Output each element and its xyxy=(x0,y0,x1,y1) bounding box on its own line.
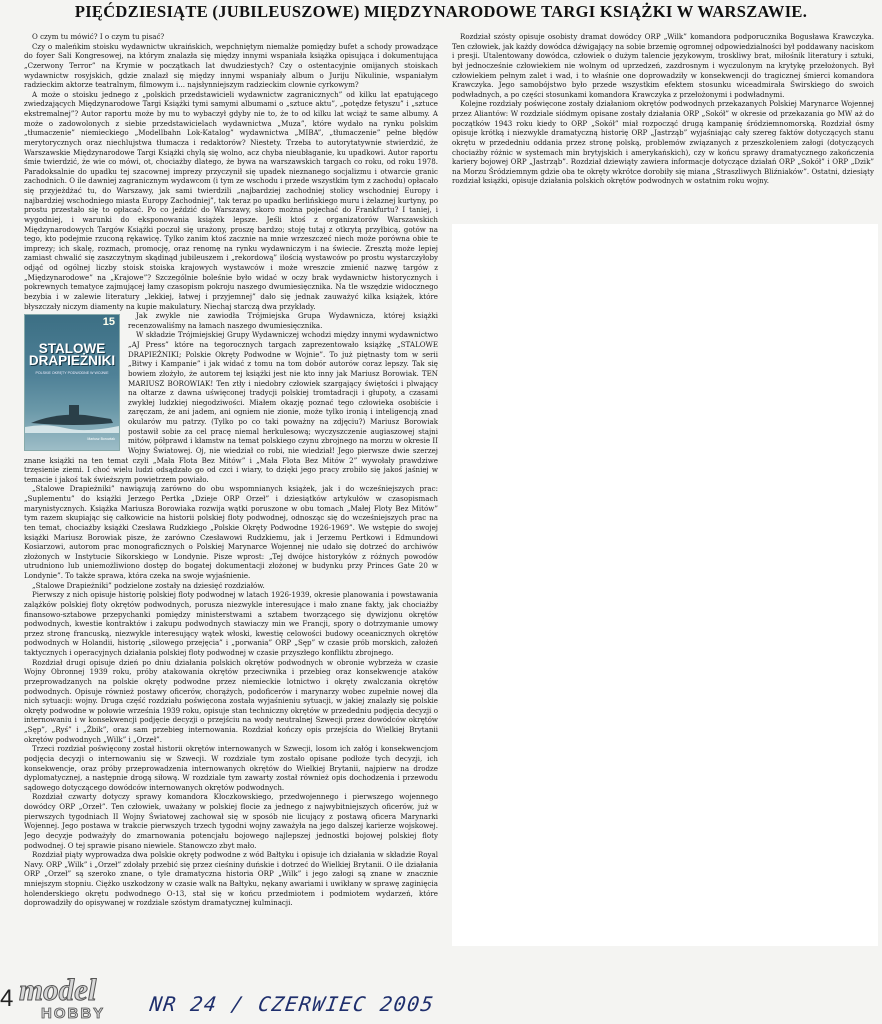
paragraph: Rozdział szósty opisuje osobisty dramat dowódcy ORP „Wilk” komandora podporucznika Bogusława Krawczyka. Ten człowiek, jak każdy dowódca dźwigający na sobie brzemię ogromnej odpowiedzialności był poddawany naciskom i presji. Utalentowany dowódca, człowiek o dużym talencie językowym, troskliwy brat, miłośnik literatury i sztuki, był jednocześnie człowiekiem nie wolnym od uprzedzeń, zazdrosnym i wyczulonym na krytykę przełożonych. Był człowiekiem pełnym zalet i wad, i to właśnie one doprowadziły w konsekwencji do tragicznej śmierci komandora Krawczyka. Jego samobójstwo było przede wszystkim efektem stosunku wiceadmirała Świrskiego do swoich podwładnych, a po części stosunkami komandora Krawczyka z przełożonymi i podwładnymi. xyxy=(452,32,874,99)
model-hobby-logo xyxy=(15,972,137,1022)
paragraph: O czym tu mówić? I o czym tu pisać? xyxy=(32,32,165,41)
paragraph: „Stalowe Drapieżniki” podzielone zostały na dziesięć rozdziałów. xyxy=(32,580,265,590)
paragraph: Rozdział drugi opisuje dzień po dniu działania polskich okrętów podwodnych w obronie wybrzeża w czasie Wojny Obronnej 1939 roku, próby atakowania okrętów przeciwnika i przebieg oraz konsekwencje ataków przeprowadzanych na polskie okręty podwodne przez niemieckie lotnictwo i okręty zwalczania okrętów podwodnych. Opisuje również postawy oficerów, chorążych, podoficerów i marynarzy wobec zupełnie nowej dla nich sytuacji: wojny. Druga część rozdziału poświęcona została wyjaśnieniu sytuacji, w jakiej znalazły się polskie okręty podwodne w połowie września 1939 roku, opisuje stan techniczny okrętów w przededniu podjęcia decyzji o internowaniu i w konsekwencji podjęcie decyzji o przejściu na wody neutralnej Szwecji przez dowódców okrętów „Sęp”, „Ryś” i „Żbik”, oraz sam przebieg internowania. Rozdział kończy opis przejścia do Wielkiej Brytanii okrętów podwodnych „Wilk” i „Orzeł”. xyxy=(24,657,438,744)
paragraph: A może o stoisku jednego z „polskich przedstawicieli wydawnictw zagranicznych” od kilku lat epatującego zwiedzających Międzynarodowe Targi Książki tymi samymi albumami o „sztuce aktu”, „potędze fetyszu” i „sztuce ekstremalnej”? Autor raportu może by mu to wybaczył gdyby nie to, że to od kilku lat wciąż te same albumy. A może o zadowolonych z siebie przedstawicielach wydawnictwa „Muza”, które wydało na rynku polskim „tłumaczenie” niemieckiego „Modellbahn Lok-Katalog” wydawnictwa „MIBA”, „tłumaczenie” pełne błędów merytorycznych oraz niechlujstwa tłumacza i redaktorów? Niestety. Trzeba to autorytatywnie stwierdzić, że Warszawskie Międzynarodowe Targi Książki chylą się wolno, acz chyba nieubłaganie, ku upadkowi. Autor raportu śmie twierdzić, że wie co mówi, ot, chociażby dlatego, że bywa na warszawskich targach co roku, od roku 1978. Paradoksalnie do upadku tej szacownej imprezy przyczynił się upadek nieznanego socjalizmu i otwarcie granic zachodnich. O ile dawniej zagranicznym wydawcom (i tym ze wschodu i przede wszystkim tym z zachodu) opłacało się przyjeżdżać tu, do Warszawy, jak sami twierdzili „najbardziej zachodniej stolicy wschodniej Europy i najbardziej wschodniego miasta Europy Zachodniej”, tak teraz po upadku berlińskiego muru i żelaznej kurtyny, po prostu przestało się to opłacać. Po co jeździć do Warszawy, skoro można pojechać do Frankfurtu? I taniej, i wygodniej, i warunki do eksponowania książek lepsze. Jeśli ktoś z organizatorów Warszawskich Międzynarodowych Targów Książki poczuł się urażony, proszę bardzo; stoję tutaj z otkrytą przyłbicą, gotów na tego, kto podejmie rzuconą rękawicę. Tylko zanim ktoś zacznie na mnie wrzeszczeć niech może porówna obie te imprezy; ich skalę, rozmach, promocję, oraz renomę na rynku wydawniczym i na świecie. Zresztą może lepiej zamiast chwalić się zaszczytnym skądinąd jubileuszem i „rekordową” ilością wystawców po prostu wystarczyłoby odjąć od ogólnej liczby stoisk stoiska krajowych wystawców i może wreszcie zmienić nazwę targów z „Międzynarodowe” na „Krajowe”? Szczególnie boleśnie było widać w oczy brak wydawnictw historycznych i pokrewnych tematyce zajmującej łamy czasopism pokroju naszego dwumiesięcznika. Na tle wszędzie widocznego bezybia i w zalewie literatury „lekkiej, łatwej i przyjemnej” dało się jednak zauważyć kilka książek, które błyszczały niczym diamenty na kupie makulatury. Niechaj starczą dwa przykłady. xyxy=(24,89,438,311)
page-number: 4 xyxy=(0,985,14,1012)
paragraph: Jak zwykle nie zawiodła Trójmiejska Grupa Wydawnicza, której książki recenzowaliśmy na łamach naszego dwumiesięcznika. xyxy=(128,311,438,330)
paragraph: Rozdział piąty wyprowadza dwa polskie okręty podwodne z wód Bałtyku i opisuje ich działania w składzie Royal Navy. ORP „Wilk” i „Orzeł” zdołały przebić się przez cieśniny duńskie i dotrzeć do Wielkiej Brytanii. O ile działania ORP „Orzeł” są szeroko znane, o tyle dramatyczna historia ORP „Wilk” i jego załogi są znane w znacznie mniejszym stopniu. Ciężko uszkodzony w czasie walk na Bałtyku, nękany awariami i uwikłany w sprawę zaginięcia holenderskiego okrętu podwodnego O-13, stał się w końcu przedmiotem i podmiotem wydarzeń, które doprowadziły do opisywanej w rozdziale szóstym dramatycznej kulminacji. xyxy=(24,850,438,908)
book-cover-image xyxy=(24,314,120,451)
paragraph: Rozdział czwarty dotyczy sprawy komandora Kłoczkowskiego, przedwojennego i pierwszego wojennego dowódcy ORP „Orzeł”. Ten człowiek, uważany w polskiej flocie za jednego z najwybitniejszych oficerów, już w pierwszych tygodniach II Wojny Światowej zachował się w sposób nie licujący z postawą oficera Marynarki Wojennej. Jego postawa w trakcie pierwszych trzech tygodni wojny zaważyła na jego dalszej karierze wojskowej. Jego decyzje podważyły do zmarnowania potencjału bojowego najlepszej jednostki bojowej polskiej floty podwodnej. O tej sprawie pisano niewiele. Stanowczo zbyt mało. xyxy=(24,792,438,850)
article-title: PIĘĆDZIESIĄTE (JUBILEUSZOWE) MIĘDZYNARODOWE TARGI KSIĄŻKI W WARSZAWIE. xyxy=(74,2,808,21)
paragraph: Czy o maleńkim stoisku wydawnictw ukraińskich, wepchniętym niemalże pomiędzy bufet a schody prowadzące do foyer Sali Kongresowej, na którym znalazła się między innymi wspaniała książka opisująca i dokumentująca „Czerwony Terror” na Krymie w początkach lat dwudziestych? Czy o ostentacyjnie omijanych stoiskach wydawnictw rosyjskich, gdzie znalazł się między innymi wspaniały album o Juriju Nikulinie, wspaniałym radzieckim aktorze teatralnym, filmowym i... najsłynniejszym radzieckim clownie cyrkowym? xyxy=(24,41,438,90)
paragraph: W składzie Trójmiejskiej Grupy Wydawniczej wchodzi między innymi wydawnictwo „AJ Press” które na tegorocznych targach zaprezentowało książkę „STALOWE DRAPIEŻNIKI; Polskie Okręty Podwodne w Wojnie”. To już piętnasty tom w serii „Bitwy i Kampanie” i jak widać z tomu na tom dobór autorów coraz lepszy. Tak się bowiem złożyło, że autorem tej książki jest nie kto inny jak Mariusz Borowiak. TEN MARIUSZ BOROWIAK! Ten ztły i niedobry człowiek szargający świętości i plwający na ołtarze z dawna uświęconej tradycji polskiej tromtadracji i głupoty, a czasami zwykłej ludzkiej niegodziwości. Miałem okazję poznać tego człowieka osobiście i zaręczam, że ani jadem, ani ogniem nie zionie, może tylko ironią i inteligencją znad okularów mu patrzy. (Tylko po co taki poważny na zdjęciu?) Mariusz Borowiak postawił sobie za cel pracę niemal herkulesową; wyczyszczenie augiaszowej stajni mitów, półprawd i kłamstw na temat polskiego czynu zbrojnego na morzu w okresie II Wojny Światowej. Oj, nie wiedział co robi, nie wiedział! Jego pierwsze dwie szerzej znane książki na ten temat czyli „Mała Flota Bez Mitów” i „Mała Flota Bez Mitów 2” wywołały prawdziwe trzęsienie ziemi. I choć wielu ludzi odsądzało go od czci i wiary, to dzięki jego pracy zrobiło się jakoś jaśniej w temacie i jakoś tak świeższym powietrzem powiało. xyxy=(24,330,438,484)
cover-series-number: 15 xyxy=(102,316,115,329)
paragraph: Pierwszy z nich opisuje historię polskiej floty podwodnej w latach 1926-1939, okresie planowania i powstawania zalążków polskiej floty okrętów podwodnych, porusza niezwykle interesujące i mało znane fakty, jak chociażby finansowo-sztabowe przepychanki pomiędzy ministerstwami a sztabem tworzącego się dywizjonu okrętów podwodnych, kwestie kontraktów i zakupu podwodnych stawiaczy min we Francji, spory o dotrzymanie umowy przez stronę francuską, niezwykle interesujący wątek włoski, kwestię celowości budowy oceanicznych okrętów podwodnych w Holandii, historię „silowego przejęcia” i „porwania” ORP „Sęp” w czasie prób morskich, założeń taktycznych i operacyjnych działania polskiej floty podwodnej w czasie przyszłego konfliktu zbrojnego. xyxy=(24,590,438,657)
blank-area xyxy=(452,224,878,946)
submarine-icon xyxy=(25,393,119,433)
paragraph: „Stalowe Drapieżniki” nawiązują zarówno do obu wspomnianych książek, jak i do wcześniejszych prac: „Suplementu” do książki Jerzego Pertka „Dzieje ORP Orzeł” i dziesiątków artykułów w czasopismach marynistycznych. Książka Mariusza Borowiaka rozwija wątki poruszone w obu tomach „Małej Floty Bez Mitów” tym razem skupiając się całkowicie na historii polskiej floty podwodnej, odnosząc się do wcześniejszych prac na ten temat, chociażby książki Czesława Rudzkiego „Polskie Okręty Podwodne 1926-1969”. We wstępie do swojej książki Mariusz Borowiak pisze, że zarówno Czesławowi Rudzkiemu, jak i Jerzemu Pertkowi i Edmundowi Kosiarzowi, autorom prac monograficznych o Polskiej Marynarce Wojennej nie udało się dotrzeć do archiwów złożonych w Instytucie Sikorskiego w Londynie. Pisze wprost: „Tej dwójce historyków z różnych powodów utrudniono lub uniemożliwiono dostęp do bogatej dokumentacji złożonej w budynku przy Princes Gate 20 w Londynie”. To także sprawa, która czeka na swoje wyjaśnienie. xyxy=(24,484,438,580)
cover-title-line: DRAPIEŻNIKI xyxy=(28,353,116,369)
logo-word-model: model xyxy=(19,972,97,1007)
paragraph: Trzeci rozdział poświęcony został historii okrętów internowanych w Szwecji, losom ich załóg i konsekwencjom podjęcia decyzji o internowaniu się w Szwecji. W rozdziale tym zostało opisane podłoże tych decyzji, ich konsekwencje, oraz próby przeprowadzenia internowanych okrętów do Wielkiej Brytanii, najpierw na drodze dyplomatycznej, a następnie drogą siłową. W rozdziale tym zawarty został również opis dochodzenia i przewodu sądowego dotyczącego dowódców internowanych okrętów podwodnych. xyxy=(24,744,438,792)
cover-subtitle: POLSKIE OKRĘTY PODWODNE W WOJNIE xyxy=(35,371,109,376)
issue-handwriting: NR 24 / CZERWIEC 2005 xyxy=(148,992,437,1016)
logo-word-hobby: HOBBY xyxy=(41,1005,106,1022)
left-column xyxy=(24,32,438,954)
paragraph: Kolejne rozdziały poświęcone zostały działaniom okrętów podwodnych przekazanych Polskiej Marynarce Wojennej przez Aliantów: W rozdziale siódmym opisane zostały działania ORP „Sokół” w okresie od przekazania go MW aż do początków 1943 roku kiedy to ORP „Sokół” miał rozpocząć drugą kampanię śródziemnomorską. Rozdział ósmy opisuje krótką i niezwykle dramatyczną historię ORP „Jastrząb” wyjaśniając cały szereg faktów dotyczących stanu okrętu w przededniu oddania przez stronę polską, problemów związanych z przeszkoleniem załogi (dotyczących chociażby różnic w systemach min brytyjskich i amerykańskich), czy w końcu sprawy dramatycznego zakończenia kariery bojowej ORP „Jastrząb”. Rozdział dziewiąty zawiera informacje dotyczące działań ORP „Sokół” i ORP „Dzik” na Morzu Śródziemnym gdzie oba te okręty wkrótce dorobiły się miana „Straszliwych Bliźniaków”. Ostatni, dziesiąty rozdział książki, opisuje działania polskich okrętów podwodnych w ostatnim roku wojny. xyxy=(452,99,874,186)
cover-title-line: STALOWE xyxy=(38,341,106,357)
right-column xyxy=(452,32,874,204)
cover-title xyxy=(27,343,117,367)
cover-author: Mariusz Borowiak xyxy=(87,436,115,441)
